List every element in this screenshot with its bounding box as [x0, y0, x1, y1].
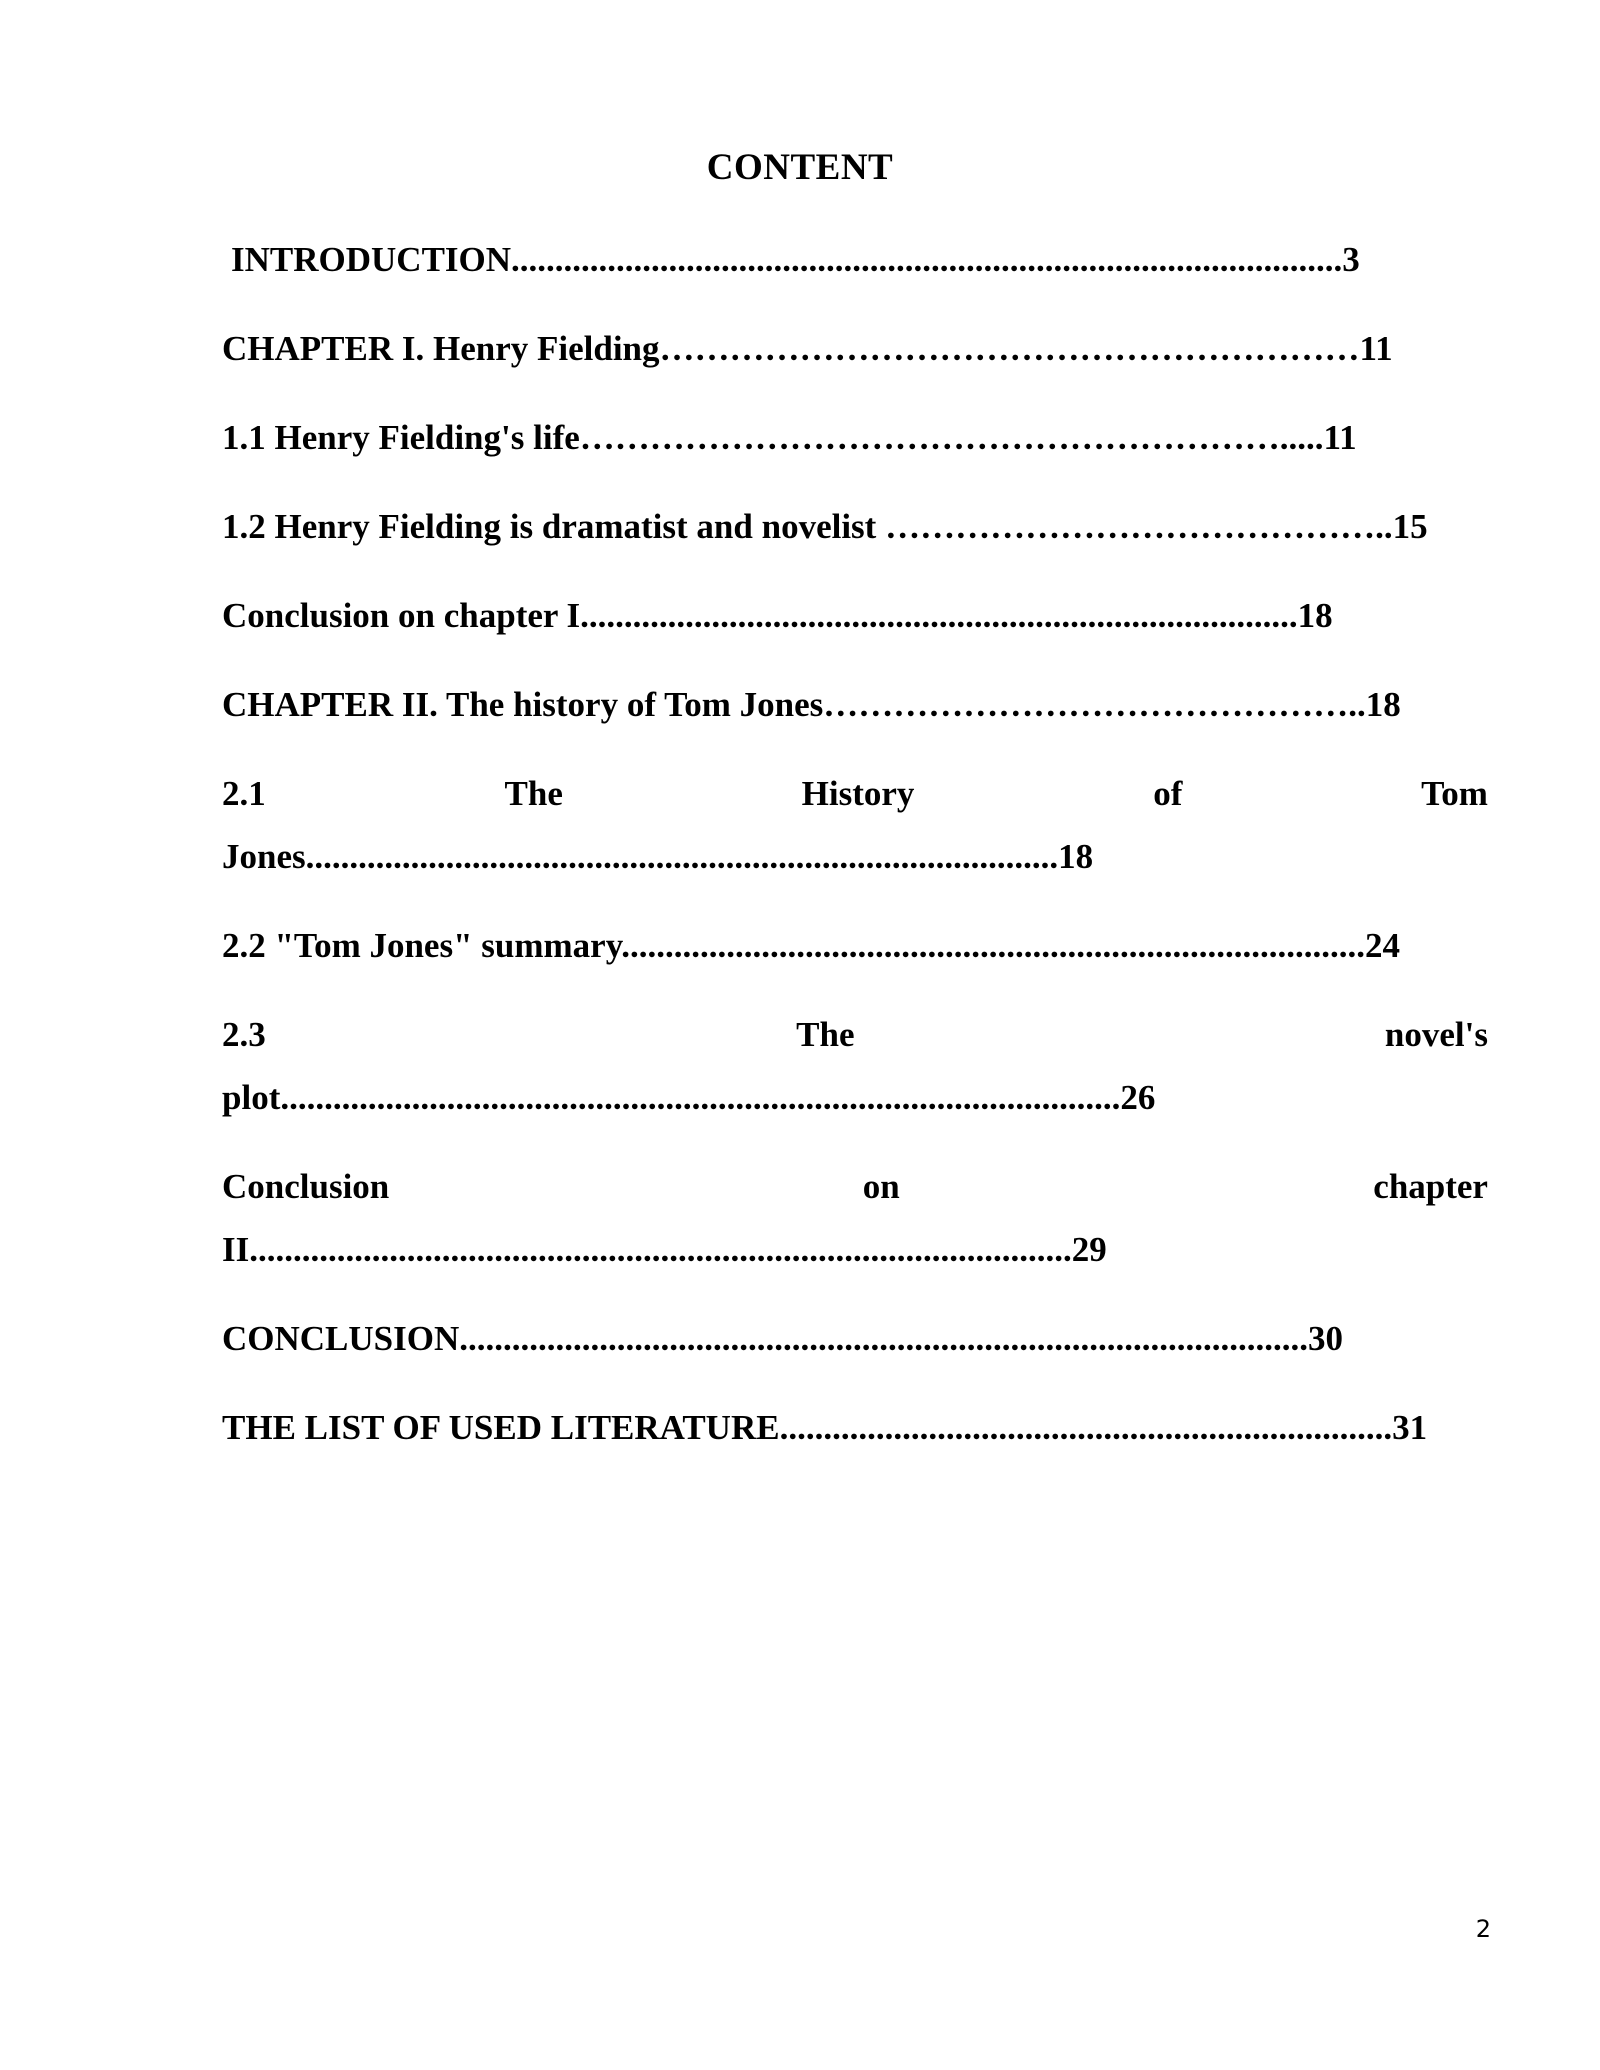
- toc-entry-literature: THE LIST OF USED LITERATURE......................................................................31: [222, 1408, 1428, 1447]
- toc-word: of: [1153, 774, 1183, 813]
- toc-entry-1-2: 1.2 Henry Fielding is dramatist and novelist ……………………………………..15: [222, 507, 1428, 546]
- toc-entry-2-2: 2.2 "Tom Jones" summary.....................................................................................24: [222, 926, 1401, 965]
- toc-word: novel's: [1384, 1015, 1488, 1054]
- toc-word: Tom: [1421, 774, 1488, 813]
- toc-entry-chapter-2: CHAPTER II. The history of Tom Jones………………………………………..18: [222, 685, 1401, 724]
- toc-entry-conclusion-chapter-1: Conclusion on chapter I..................................................................................18: [222, 596, 1333, 635]
- toc-entry-chapter-1: CHAPTER I. Henry Fielding……………………………………………………11: [222, 329, 1393, 368]
- toc-word: on: [862, 1167, 900, 1206]
- page-title: CONTENT: [706, 147, 894, 188]
- page-number: 2: [1475, 1915, 1491, 1943]
- toc-entry-conclusion-chapter-2-line2: II..............................................................................................29: [222, 1230, 1107, 1269]
- toc-word: The: [796, 1015, 855, 1054]
- toc-entry-conclusion-chapter-2-line1: [222, 1166, 1488, 1208]
- toc-word: The: [504, 774, 563, 813]
- toc-entry-introduction: INTRODUCTION...............................................................................................3: [231, 240, 1360, 279]
- toc-entry-2-3-line2: plot................................................................................................26: [222, 1078, 1156, 1117]
- toc-word: Conclusion: [222, 1167, 390, 1206]
- toc-entry-2-1-line1: [222, 773, 1488, 815]
- toc-entry-conclusion: CONCLUSION.................................................................................................30: [222, 1319, 1344, 1358]
- toc-entry-2-3-line1: [222, 1014, 1488, 1056]
- toc-word: 2.3: [222, 1015, 266, 1054]
- toc-word: 2.1: [222, 774, 266, 813]
- toc-entry-1-1: 1.1 Henry Fielding's life…………………………………………………….....11: [222, 418, 1357, 457]
- toc-entry-2-1-line2: Jones......................................................................................18: [222, 837, 1094, 876]
- toc-word: History: [801, 774, 915, 813]
- toc-word: chapter: [1373, 1167, 1488, 1206]
